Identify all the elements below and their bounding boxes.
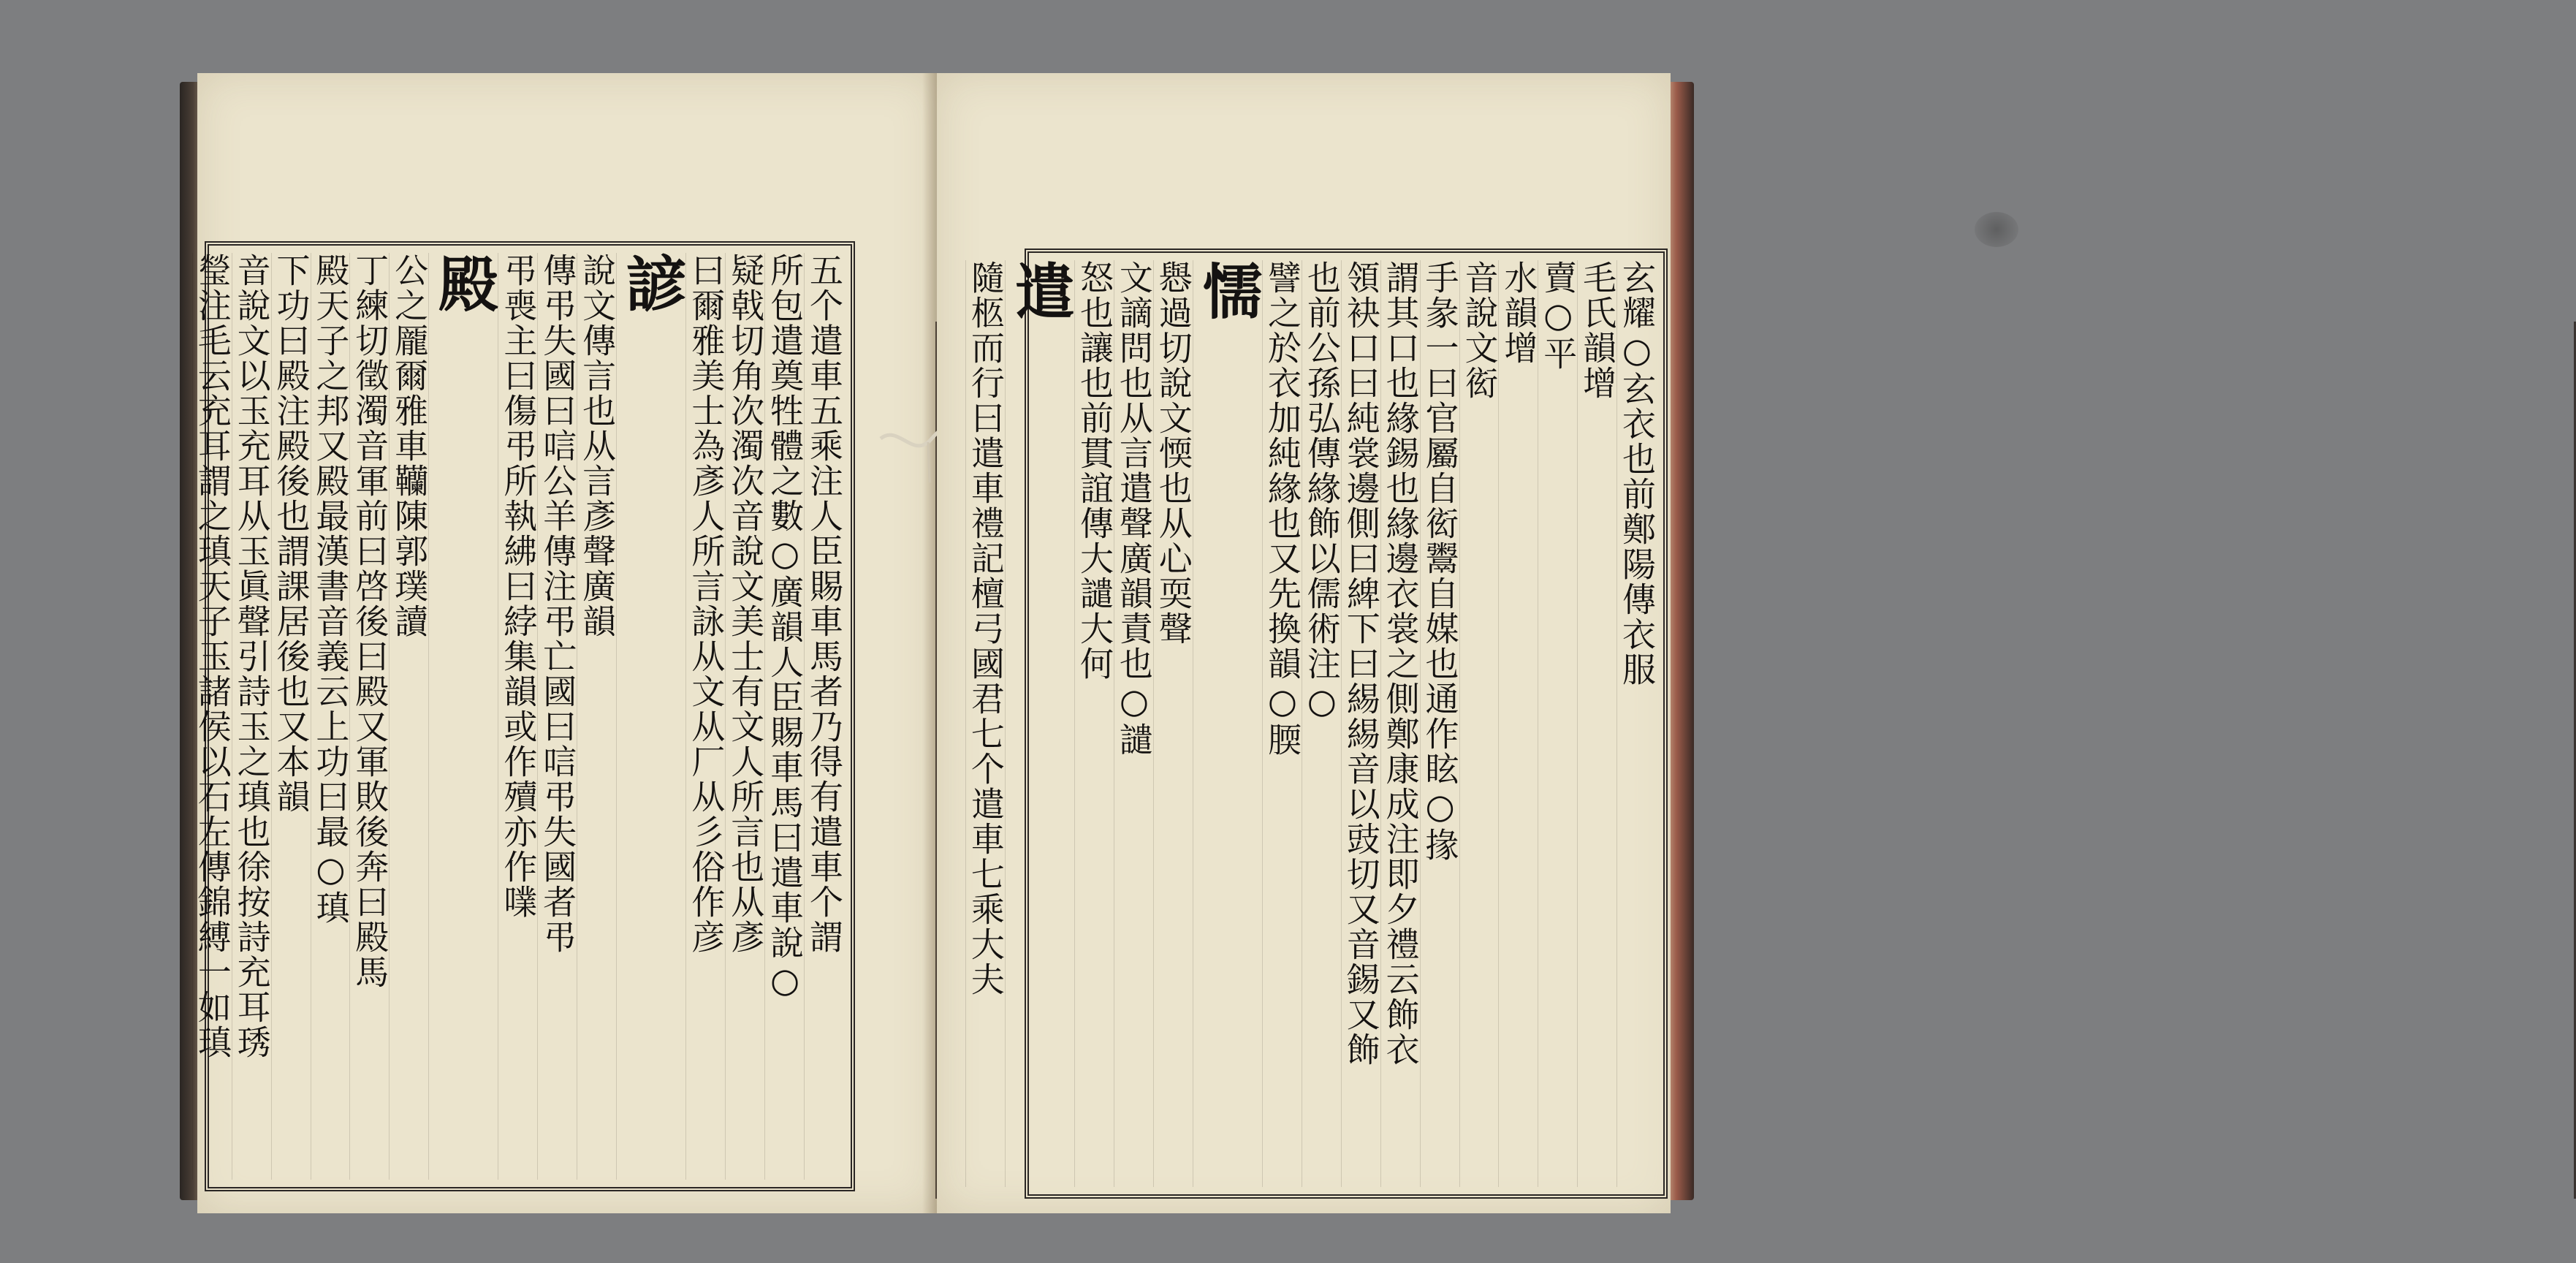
right-print-block bbox=[965, 249, 1668, 1199]
ink-blot bbox=[1975, 212, 2018, 247]
text-column: 丁練切徵濁音軍前曰啓後曰殿又軍敗後奔曰殿馬 bbox=[349, 253, 389, 1180]
right-page bbox=[937, 73, 1671, 1213]
text-column: 手彖一曰官屬自衒鬻自媒也通作眩○掾 bbox=[1420, 260, 1459, 1187]
text-column: 怒也讓也前貫誼傳大譴大何 bbox=[1074, 260, 1114, 1187]
left-page bbox=[192, 73, 937, 1213]
headword-glyph: 諺 bbox=[616, 253, 685, 1180]
text-column: 毛氏韻增 bbox=[1577, 260, 1616, 1187]
text-column: 殿天子之邦又殿最漢書音義云上功曰最○瑱 bbox=[311, 253, 350, 1180]
text-column: 音說文以玉充耳从玉眞聲引詩玉之瑱也徐按詩充耳琇 bbox=[232, 253, 271, 1180]
right-fold-margin bbox=[2553, 322, 2576, 1199]
text-column: 瑩注毛云充耳謂之瑱天子玉諸侯以石左傳錦縛一如瑱 bbox=[192, 253, 232, 1180]
text-column: 玄耀○玄衣也前鄭陽傳衣服 bbox=[1616, 260, 1656, 1187]
left-print-block bbox=[192, 241, 855, 1191]
text-column: 說文傳言也从言彥聲廣韻 bbox=[577, 253, 616, 1180]
headword-glyph: 殿 bbox=[428, 253, 498, 1180]
right-text-columns bbox=[965, 260, 1657, 1187]
text-column: 隨柩而行曰遣車禮記檀弓國君七个遣車七乘大夫 bbox=[965, 260, 1005, 1187]
text-column: 賣○平 bbox=[1538, 260, 1577, 1187]
text-column: 謂其口也緣錫也緣邊衣裳之側鄭康成注即夕禮云飾衣 bbox=[1380, 260, 1420, 1187]
text-column: 曰爾雅美士為彥人所言詠从文从厂从彡俗作彦 bbox=[685, 253, 725, 1180]
text-column: 譬之於衣加純緣也又先換韻○腝 bbox=[1262, 260, 1302, 1187]
text-column: 疑戟切角次濁次音說文美士有文人所言也从彥 bbox=[725, 253, 764, 1180]
text-column: 也前公孫弘傳緣飾以儒術注○ bbox=[1302, 260, 1341, 1187]
text-column: 傳弔失國曰唁公羊傳注弔亡國曰唁弔失國者弔 bbox=[537, 253, 577, 1180]
text-column: 公之龎爾雅車韊陳郭璞讀 bbox=[389, 253, 428, 1180]
text-column: 水韻增 bbox=[1498, 260, 1538, 1187]
text-column: 所包遣奠牲體之數○廣韻人臣賜車馬曰遣車說○ bbox=[764, 253, 804, 1180]
text-column: 領袂口曰純裳邊側曰綼下曰緆緆音以豉切又音錫又飾 bbox=[1341, 260, 1380, 1187]
text-column: 㦛過切說文愞也从心耎聲 bbox=[1153, 260, 1193, 1187]
text-column: 音說文衒 bbox=[1459, 260, 1499, 1187]
text-column: 五个遣車五乘注人臣賜車馬者乃得有遣車个謂 bbox=[804, 253, 843, 1180]
headword-glyph: 遣 bbox=[1005, 260, 1074, 1187]
text-column: 文謫問也从言遣聲廣韻責也○譴 bbox=[1114, 260, 1153, 1187]
headword-glyph: 懦 bbox=[1193, 260, 1262, 1187]
left-text-columns bbox=[192, 253, 844, 1180]
text-column: 下功曰殿注殿後也謂課居後也又本韻 bbox=[271, 253, 311, 1180]
text-column: 弔喪主曰傷弔所執紼曰綍集韻或作殰亦作㗼 bbox=[498, 253, 537, 1180]
